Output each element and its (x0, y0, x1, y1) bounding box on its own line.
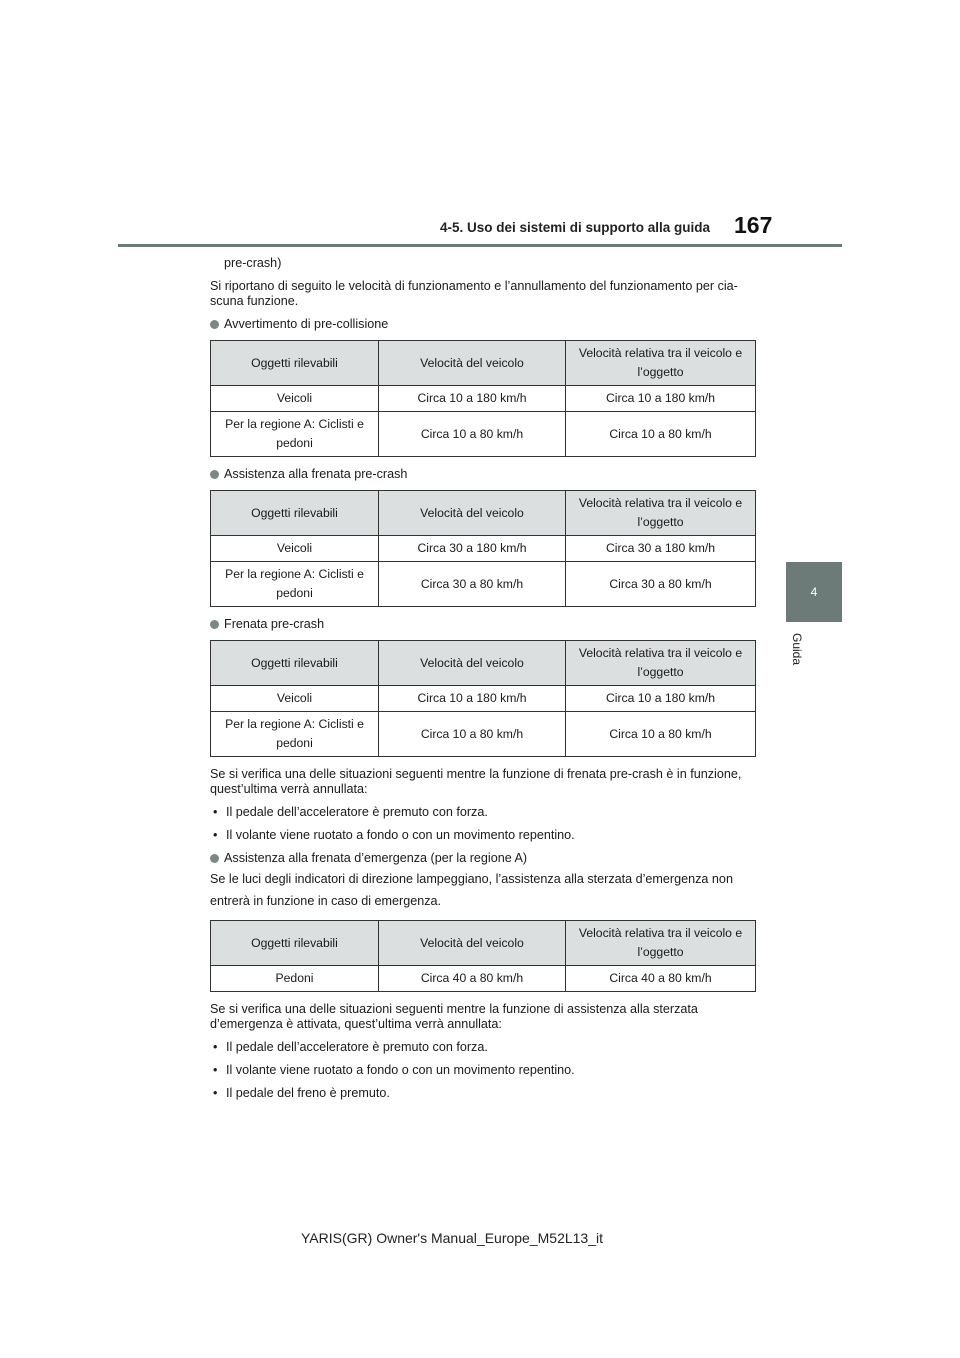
table-header-row (211, 341, 756, 386)
list-item-text: Il volante viene ruotato a fondo o con un movimento repentino. (226, 1063, 575, 1077)
table-cell: Circa 40 a 80 km/h (379, 966, 566, 992)
list-item (210, 1040, 752, 1055)
table-cell: Pedoni (211, 966, 379, 992)
column-header: Oggetti rilevabili (211, 641, 379, 686)
section-heading-text: Assistenza alla frenata pre-crash (224, 467, 408, 481)
column-header: Oggetti rilevabili (211, 921, 379, 966)
table-row (211, 386, 756, 412)
table-cell: Circa 10 a 180 km/h (379, 386, 566, 412)
chapter-number: 4 (810, 585, 818, 599)
list-item-text: Il volante viene ruotato a fondo o con un movimento repentino. (226, 828, 575, 842)
table-cell: Veicoli (211, 686, 379, 712)
table-cell: Circa 10 a 80 km/h (379, 412, 566, 457)
table-cell: Circa 30 a 80 km/h (379, 562, 566, 607)
table-cell: Circa 40 a 80 km/h (566, 966, 756, 992)
section-heading-text: Avvertimento di pre-collisione (224, 317, 389, 331)
table-row (211, 966, 756, 992)
bullet-mark: • (213, 1086, 218, 1100)
bullet-mark: • (213, 1063, 218, 1077)
table-cell: Per la regione A: Ciclisti e pedoni (211, 412, 379, 457)
steer-cancel-text: Se si verifica una delle situazioni seguenti mentre la funzione di assistenza alla sterzata d’emergenza è attivata, quest’ultima verrà annullata: (210, 1002, 698, 1031)
table-row (211, 412, 756, 457)
bullet-dot-icon (210, 320, 219, 329)
table-cell: Circa 10 a 80 km/h (379, 712, 566, 757)
table-cell: Per la regione A: Ciclisti e pedoni (211, 562, 379, 607)
table-header-row (211, 491, 756, 536)
list-item (210, 828, 752, 843)
chapter-tab[interactable] (786, 562, 842, 622)
speed-table-pre-collision-warning (210, 340, 756, 457)
column-header: Velocità del veicolo (379, 491, 566, 536)
table-row (211, 562, 756, 607)
page-content (210, 256, 752, 1109)
bullet-dot-icon (210, 620, 219, 629)
bullet-mark: • (213, 1040, 218, 1054)
table-cell: Veicoli (211, 536, 379, 562)
table-cell: Circa 10 a 80 km/h (566, 712, 756, 757)
footer (0, 1230, 960, 1246)
speed-table-brake-assist (210, 490, 756, 607)
column-header: Velocità relativa tra il veicolo e l’oggetto (566, 641, 756, 686)
intro-continuation: pre-crash) (224, 256, 282, 270)
bullet-dot-icon (210, 470, 219, 479)
table-header-row (211, 641, 756, 686)
footer-text: YARIS(GR) Owner's Manual_Europe_M52L13_it (301, 1230, 603, 1246)
table-cell: Circa 10 a 80 km/h (566, 412, 756, 457)
column-header: Velocità del veicolo (379, 341, 566, 386)
list-item (210, 1063, 752, 1078)
list-item (210, 805, 752, 820)
list-item (210, 1086, 752, 1101)
section-heading-text: Assistenza alla frenata d’emergenza (per la regione A) (224, 851, 528, 865)
page-number: 167 (734, 212, 773, 238)
table-cell: Circa 10 a 180 km/h (566, 386, 756, 412)
column-header: Velocità relativa tra il veicolo e l’oggetto (566, 491, 756, 536)
intro-paragraph: Si riportano di seguito le velocità di funzionamento e l’annullamento del funzionamento per cia-scuna funzione. (210, 279, 738, 308)
table-cell: Circa 30 a 180 km/h (379, 536, 566, 562)
speed-table-emergency-steering (210, 920, 756, 992)
column-header: Oggetti rilevabili (211, 491, 379, 536)
table-header-row (211, 921, 756, 966)
section-heading (210, 617, 752, 632)
chapter-label: Guida (790, 633, 804, 666)
table-row (211, 686, 756, 712)
bullet-mark: • (213, 828, 218, 842)
speed-table-pre-crash-brake (210, 640, 756, 757)
section-heading (210, 467, 752, 482)
table-cell: Circa 10 a 180 km/h (566, 686, 756, 712)
column-header: Velocità relativa tra il veicolo e l’oggetto (566, 341, 756, 386)
table-cell: Per la regione A: Ciclisti e pedoni (211, 712, 379, 757)
column-header: Oggetti rilevabili (211, 341, 379, 386)
list-item-text: Il pedale del freno è premuto. (226, 1086, 390, 1100)
list-item-text: Il pedale dell’acceleratore è premuto con forza. (226, 1040, 488, 1054)
column-header: Velocità relativa tra il veicolo e l’oggetto (566, 921, 756, 966)
table-row (211, 712, 756, 757)
bullet-mark: • (213, 805, 218, 819)
section-heading (210, 317, 752, 332)
emergency-note: Se le luci degli indicatori di direzione lampeggiano, l’assistenza alla sterzata d’emergenza non entrerà in funzione in caso di emergenza. (210, 872, 733, 908)
column-header: Velocità del veicolo (379, 641, 566, 686)
column-header: Velocità del veicolo (379, 921, 566, 966)
table-cell: Circa 30 a 80 km/h (566, 562, 756, 607)
table-cell: Circa 10 a 180 km/h (379, 686, 566, 712)
list-item-text: Il pedale dell’acceleratore è premuto con forza. (226, 805, 488, 819)
cancel-conditions-text: Se si verifica una delle situazioni seguenti mentre la funzione di frenata pre-crash è in funzione, quest’ultima verrà annullata: (210, 767, 742, 796)
section-heading-text: Frenata pre-crash (224, 617, 325, 631)
bullet-dot-icon (210, 854, 219, 863)
table-cell: Circa 30 a 180 km/h (566, 536, 756, 562)
section-title: 4-5. Uso dei sistemi di supporto alla guida (440, 220, 711, 235)
table-cell: Veicoli (211, 386, 379, 412)
header-divider (118, 244, 842, 247)
section-heading (210, 851, 752, 866)
table-row (211, 536, 756, 562)
